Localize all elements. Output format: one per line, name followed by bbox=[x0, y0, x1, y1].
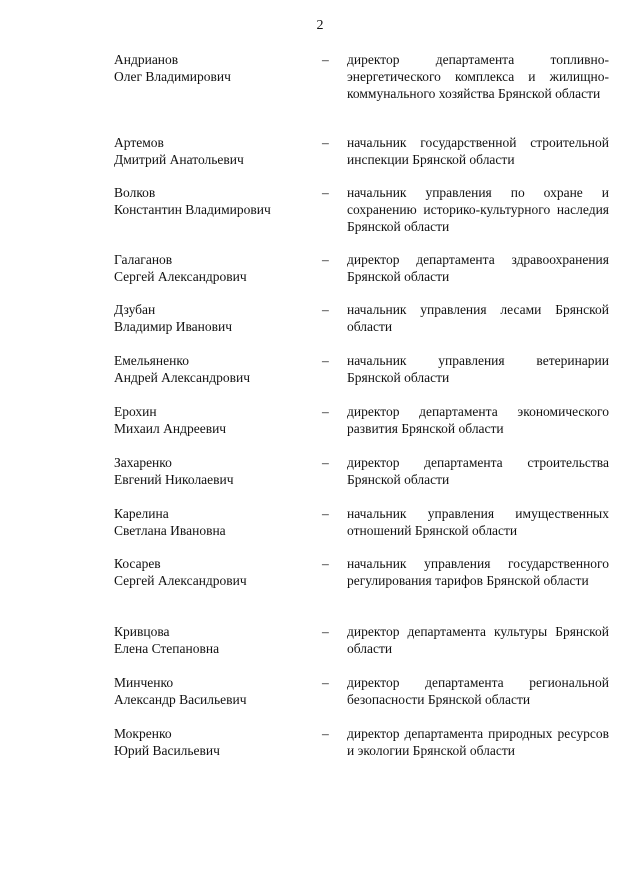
position-title: начальник управления лесами Брянской области bbox=[347, 302, 609, 334]
given-name: Михаил Андреевич bbox=[114, 421, 227, 436]
surname: Галаганов bbox=[114, 252, 173, 267]
surname: Косарев bbox=[114, 556, 161, 571]
dash-separator: – bbox=[322, 404, 329, 419]
person-name bbox=[114, 403, 314, 437]
dash-separator: – bbox=[322, 52, 329, 67]
person-name bbox=[114, 674, 314, 708]
surname: Волков bbox=[114, 185, 156, 200]
person-name bbox=[114, 352, 314, 386]
position-title: директор департамента природных ресурсов и экологии Брянской области bbox=[347, 726, 609, 758]
surname: Емельяненко bbox=[114, 353, 189, 368]
dash-separator: – bbox=[322, 252, 329, 267]
person-name bbox=[114, 454, 314, 488]
dash-separator: – bbox=[322, 506, 329, 521]
given-name: Сергей Александрович bbox=[114, 573, 247, 588]
dash-separator: – bbox=[322, 135, 329, 150]
position-title: начальник управления ветеринарии Брянской области bbox=[347, 353, 609, 385]
person-name bbox=[114, 184, 314, 218]
person-name bbox=[114, 623, 314, 657]
given-name: Константин Владимирович bbox=[114, 202, 271, 217]
person-name bbox=[114, 555, 314, 589]
position-title: начальник управления имущественных отношений Брянской области bbox=[347, 506, 609, 538]
position-title: директор департамента экономического развития Брянской области bbox=[347, 404, 609, 436]
surname: Ерохин bbox=[114, 404, 157, 419]
given-name: Дмитрий Анатольевич bbox=[114, 152, 244, 167]
surname: Мокренко bbox=[114, 726, 172, 741]
dash-separator: – bbox=[322, 353, 329, 368]
surname: Захаренко bbox=[114, 455, 172, 470]
given-name: Андрей Александрович bbox=[114, 370, 251, 385]
position-title: начальник управления государственного регулирования тарифов Брянской области bbox=[347, 556, 609, 588]
position-title: начальник управления по охране и сохранению историко-культурного наследия Брянской области bbox=[347, 185, 609, 234]
given-name: Сергей Александрович bbox=[114, 269, 247, 284]
dash-separator: – bbox=[322, 556, 329, 571]
position-title: директор департамента культуры Брянской области bbox=[347, 624, 609, 656]
page-number: 2 bbox=[316, 18, 324, 33]
dash-separator: – bbox=[322, 624, 329, 639]
surname: Артемов bbox=[114, 135, 164, 150]
position-title: директор департамента строительства Брянской области bbox=[347, 455, 609, 487]
surname: Андрианов bbox=[114, 52, 179, 67]
surname: Дзубан bbox=[114, 302, 156, 317]
dash-separator: – bbox=[322, 455, 329, 470]
surname: Кривцова bbox=[114, 624, 170, 639]
position-title: директор департамента топливно-энергетического комплекса и жилищно-коммунального хозяйства Брянской области bbox=[347, 52, 609, 101]
dash-separator: – bbox=[322, 185, 329, 200]
person-name bbox=[114, 725, 314, 759]
given-name: Евгений Николаевич bbox=[114, 472, 234, 487]
person-name bbox=[114, 505, 314, 539]
given-name: Елена Степановна bbox=[114, 641, 220, 656]
person-name bbox=[114, 251, 314, 285]
position-title: директор департамента региональной безопасности Брянской области bbox=[347, 675, 609, 707]
person-name bbox=[114, 301, 314, 335]
given-name: Юрий Васильевич bbox=[114, 743, 220, 758]
dash-separator: – bbox=[322, 302, 329, 317]
given-name: Светлана Ивановна bbox=[114, 523, 226, 538]
given-name: Владимир Иванович bbox=[114, 319, 233, 334]
dash-separator: – bbox=[322, 726, 329, 741]
dash-separator: – bbox=[322, 675, 329, 690]
position-title: директор департамента здравоохранения Брянской области bbox=[347, 252, 609, 284]
position-title: начальник государственной строительной инспекции Брянской области bbox=[347, 135, 609, 167]
given-name: Александр Васильевич bbox=[114, 692, 247, 707]
surname: Карелина bbox=[114, 506, 169, 521]
person-name bbox=[114, 134, 314, 168]
person-name bbox=[114, 51, 314, 85]
surname: Минченко bbox=[114, 675, 174, 690]
given-name: Олег Владимирович bbox=[114, 69, 231, 84]
